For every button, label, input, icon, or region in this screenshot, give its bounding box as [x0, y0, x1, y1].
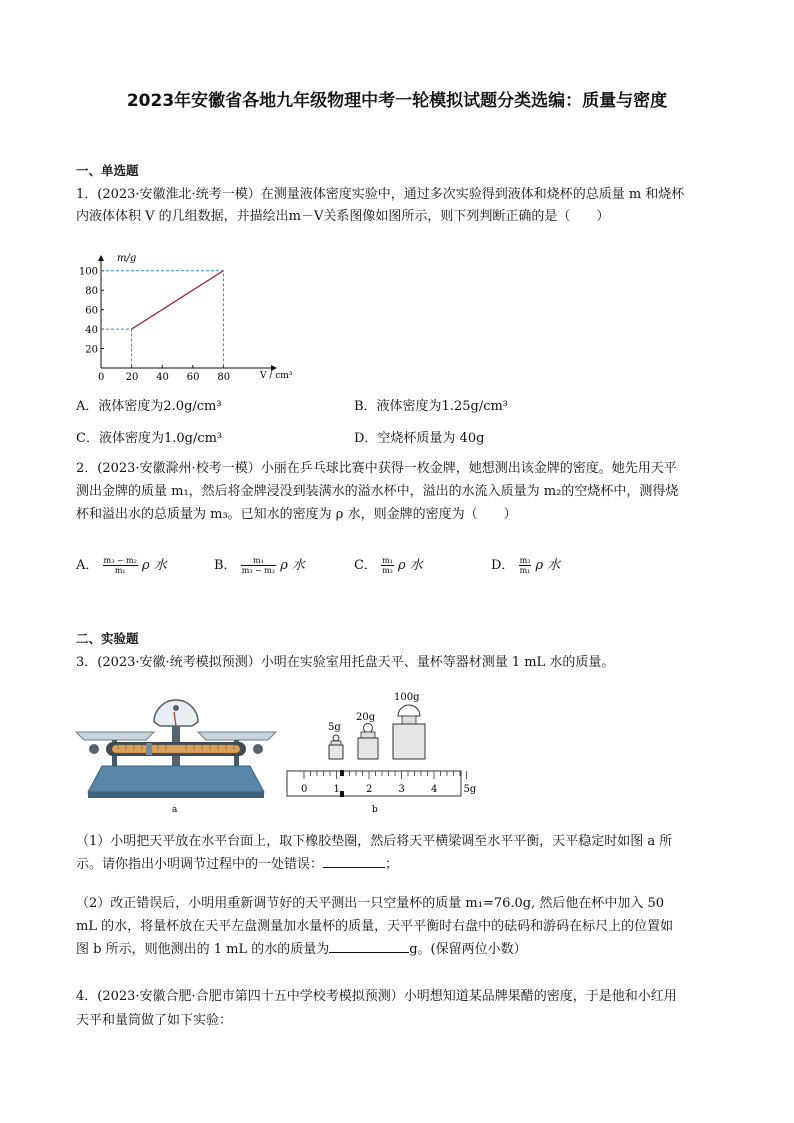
q2-option-a-fraction [103, 556, 138, 575]
q2-option-c-fraction [381, 556, 394, 575]
answer-blank-1[interactable] [323, 853, 385, 868]
q2-option-d-fraction [519, 556, 532, 575]
question-4-line-2: 天平和量筒做了如下实验： [76, 1013, 233, 1028]
balance-figure [74, 700, 280, 815]
right-pan [198, 732, 276, 740]
page-title: 2023年安徽省各地九年级物理中考一轮模拟试题分类选编：质量与密度 [126, 91, 668, 111]
weight-100g-label: 100g [394, 692, 420, 703]
q2-option-b-fraction [241, 556, 276, 575]
guide-line [101, 329, 132, 368]
q2-option-c[interactable] [354, 554, 423, 575]
q1-option-c[interactable]: C．液体密度为1.0g/cm³ [76, 431, 223, 446]
figure-a-label: a [172, 805, 178, 815]
scale-label: 1 [333, 784, 340, 795]
q2-option-a-label: A． [76, 558, 99, 573]
q3-sub2-line-1: （2）改正错误后，小明用重新调节好的天平测出一只空量杯的质量 m₁=76.0g, 然后他在杯中加入 50 [76, 896, 665, 911]
left-balance-nut [89, 744, 99, 754]
q2-option-d[interactable] [491, 554, 560, 575]
x-axis-label: V / cm³ [260, 371, 293, 381]
m-v-graph [76, 250, 306, 382]
weight-5g [329, 745, 343, 759]
dial-knob [173, 705, 179, 711]
question-1-line-2: 内液体体积 V 的几组数据，并描绘出m－V关系图像如图所示，则下列判断正确的是（ ） [76, 209, 610, 224]
answer-blank-2[interactable] [329, 938, 409, 953]
question-1-line-1: 1．(2023·安徽淮北·统考一模）在测量液体密度实验中，通过多次实验得到液体和烧杯的总质量 m 和烧杯 [76, 187, 685, 202]
y-tick-label: 80 [85, 286, 98, 298]
section-heading-experiment: 二、实验题 [76, 631, 139, 646]
scale-label: 2 [366, 784, 373, 795]
q3-sub1-line-2-row [76, 853, 746, 876]
left-pan [76, 732, 154, 740]
x-tick-label: 40 [156, 372, 169, 383]
question-2-line-3: 杯和溢出水的总质量为 m₃。已知水的密度为 ρ 水，则金牌的密度为（ ） [76, 507, 517, 522]
q2-option-d-denominator: m₁ [519, 566, 531, 575]
q3-sub2-line-2: mL 的水，将量杯放在天平左盘测量加水量杯的质量，天平平衡时右盘中的砝码和游码在标尺上的位置如 [76, 919, 674, 934]
figure-b-label: b [372, 805, 378, 815]
y-tick-label: 100 [78, 266, 98, 278]
y-tick-label: 20 [85, 344, 98, 356]
x-tick-label: 20 [125, 372, 139, 383]
question-2 [76, 457, 746, 526]
scale-label: 4 [431, 784, 438, 795]
balance-base [88, 766, 264, 792]
q2-option-c-tail: ρ 水 [398, 558, 423, 573]
q3-sub1-line-2: 示。请你指出小明调节过程中的一处错误： [76, 857, 324, 872]
y-tick-label: 60 [85, 305, 98, 317]
q2-option-b-label: B． [214, 558, 237, 573]
beam-scale [112, 745, 240, 753]
question-3-sub-2 [76, 892, 746, 961]
q3-sub1-end: ； [385, 857, 399, 872]
q2-option-d-label: D． [491, 558, 515, 573]
q2-option-a[interactable] [76, 554, 167, 575]
right-balance-nut [253, 744, 263, 754]
weight-20g [358, 738, 378, 759]
question-2-line-1: 2．(2023·安徽滁州·校考一模）小丽在乒乓球比赛中获得一枚金牌，她想测出该金牌的密度。她先用天平 [76, 461, 677, 476]
question-4-line-1: 4．(2023·安徽合肥·合肥市第四十五中学校考模拟预测）小明想知道某品牌果醋的密度，于是他和小红用 [76, 989, 677, 1004]
q2-option-b-denominator: m₃ − m₂ [241, 566, 276, 575]
base-foot [88, 792, 264, 798]
q3-sub1-line-1: （1）小明把天平放在水平台面上，取下橡胶垫圈，然后将天平横梁调至水平平衡，天平稳定时如图 a 所 [76, 834, 673, 849]
q2-option-c-denominator: m₃ [382, 566, 393, 575]
q1-option-d[interactable]: D．空烧杯质量为 40g [354, 431, 485, 446]
q3-sub2-line-3a: 图 b 所示，则他测出的 1 mL 的水的质量为 [76, 942, 330, 957]
section-heading-single-choice: 一、单选题 [76, 163, 139, 178]
rider-top-marker [340, 770, 344, 776]
question-3-sub-1 [76, 830, 746, 876]
scale-label: 0 [301, 784, 308, 795]
q2-option-d-tail: ρ 水 [535, 558, 561, 573]
q2-option-b[interactable] [214, 554, 305, 575]
guide-line [101, 271, 223, 368]
q1-option-a[interactable]: A．液体密度为2.0g/cm³ [76, 399, 222, 414]
rider [146, 743, 152, 755]
y-axis-label: m/g [117, 253, 137, 264]
question-2-line-2: 测出金牌的质量 m₁，然后将金牌浸没到装满水的溢水杯中，溢出的水流入质量为 m₂的空烧杯中，测得烧 [76, 484, 679, 499]
question-4 [76, 985, 746, 1033]
y-tick-label: 40 [85, 325, 98, 337]
q2-option-a-tail: ρ 水 [142, 558, 167, 573]
q2-option-c-label: C． [354, 558, 377, 573]
q2-option-d-numerator: m₃ [519, 556, 531, 565]
weight-5g-label: 5g [328, 722, 341, 733]
weight-20g-label: 20g [356, 712, 376, 723]
q2-option-b-tail: ρ 水 [280, 558, 305, 573]
q1-option-b[interactable]: B．液体密度为1.25g/cm³ [354, 399, 509, 414]
rider-bottom-marker [340, 791, 344, 797]
q2-option-b-numerator: m₁ [241, 556, 276, 566]
scale-label: 3 [398, 784, 405, 795]
question-3-line-1: 3．(2023·安徽·统考模拟预测）小明在实验室用托盘天平、量杯等器材测量 1 mL 水的质量。 [76, 655, 615, 670]
q2-option-a-denominator: m₁ [114, 566, 126, 575]
q3-sub2-line-3-row [76, 938, 746, 961]
x-tick-label: 0 [98, 372, 105, 383]
scale-label: 5g [463, 784, 477, 795]
q2-option-c-numerator: m₁ [382, 556, 393, 565]
q3-sub2-line-3b: g。(保留两位小数） [409, 942, 527, 957]
weights-and-scale-figure [284, 686, 477, 815]
q2-option-a-numerator: m₃ − m₂ [103, 556, 137, 565]
x-tick-label: 80 [217, 372, 231, 383]
series-line [132, 271, 224, 329]
question-1 [76, 184, 736, 228]
x-tick-label: 60 [186, 372, 200, 383]
weight-100g [393, 724, 425, 759]
